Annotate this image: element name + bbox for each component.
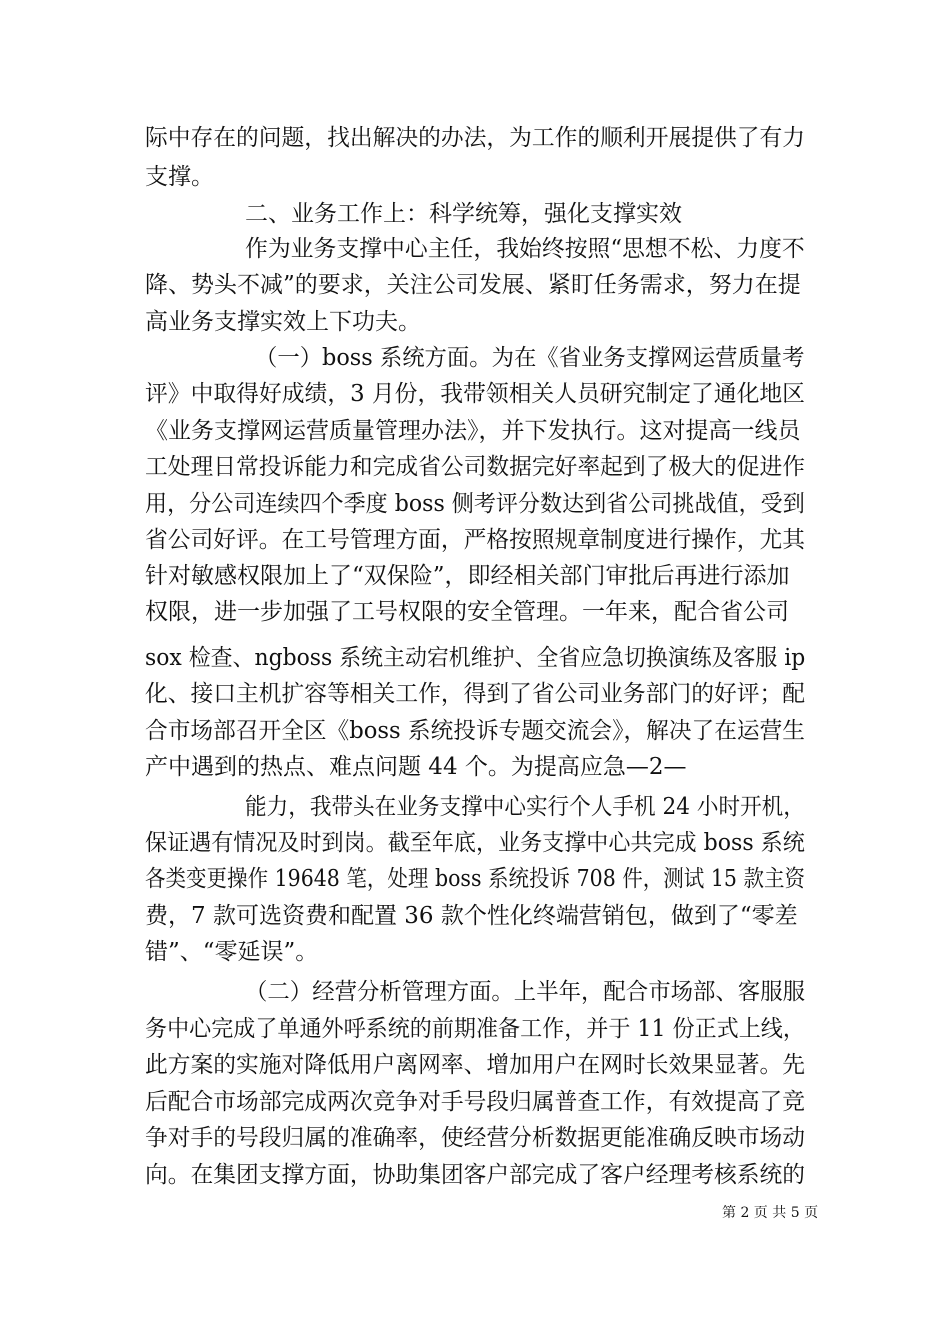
- text-line: 后配合市场部完成两次竞争对手号段归属普查工作，有效提高了竞: [145, 1089, 805, 1115]
- text-line: 费，7 款可选资费和配置 36 款个性化终端营销包，做到了“零差: [145, 903, 798, 929]
- text-line: 保证遇有情况及时到岗。截至年底，业务支撑中心共完成 boss 系统: [145, 830, 805, 856]
- text-line: 际中存在的问题，找出解决的办法，为工作的顺利开展提供了有力: [145, 125, 805, 151]
- text-line: 降、势头不减”的要求，关注公司发展、紧盯任务需求，努力在提: [145, 272, 801, 298]
- text-line: （一）boss 系统方面。为在《省业务支撑网运营质量考: [255, 345, 805, 371]
- text-line: 错”、“零延误”。: [145, 939, 319, 965]
- text-line: 作为业务支撑中心主任，我始终按照“思想不松、力度不: [245, 236, 805, 262]
- text-line: 高业务支撑实效上下功夫。: [145, 309, 421, 335]
- text-line: 产中遇到的热点、难点问题 44 个。为提高应急—2—: [145, 754, 687, 780]
- page-number-footer: 第 2 页 共 5 页: [722, 1205, 819, 1221]
- text-line: 评》中取得好成绩，3 月份，我带领相关人员研究制定了通化地区: [145, 381, 805, 407]
- text-line: 各类变更操作 19648 笔，处理 boss 系统投诉 708 件，测试 15 款主资: [145, 866, 805, 892]
- text-line: 用，分公司连续四个季度 boss 侧考评分数达到省公司挑战值，受到: [145, 491, 805, 517]
- text-line: 省公司好评。在工号管理方面，严格按照规章制度进行操作，尤其: [145, 527, 805, 553]
- text-line: 务中心完成了单通外呼系统的前期准备工作，并于 11 份正式上线，: [145, 1016, 805, 1042]
- text-line: 权限，进一步加强了工号权限的安全管理。一年来，配合省公司: [145, 599, 789, 625]
- text-line: 合市场部召开全区《boss 系统投诉专题交流会》，解决了在运营生: [145, 718, 805, 744]
- section-heading: 二、业务工作上：科学统筹，强化支撑实效: [245, 201, 682, 227]
- text-line: sox 检查、ngboss 系统主动宕机维护、全省应急切换演练及客服 ip: [145, 645, 806, 671]
- text-line: 化、接口主机扩容等相关工作，得到了省公司业务部门的好评；配: [145, 681, 805, 707]
- text-line: （二）经营分析管理方面。上半年，配合市场部、客服服: [245, 979, 805, 1005]
- text-line: 向。在集团支撑方面，协助集团客户部完成了客户经理考核系统的: [145, 1162, 805, 1188]
- text-line: 争对手的号段归属的准确率，使经营分析数据更能准确反映市场动: [145, 1125, 805, 1151]
- text-line: 《业务支撑网运营质量管理办法》，并下发执行。这对提高一线员: [145, 418, 801, 444]
- text-line: 工处理日常投诉能力和完成省公司数据完好率起到了极大的促进作: [145, 454, 805, 480]
- text-line: 能力，我带头在业务支撑中心实行个人手机 24 小时开机，: [245, 794, 805, 820]
- text-line: 支撑。: [145, 164, 214, 190]
- text-line: 针对敏感权限加上了“双保险”，即经相关部门审批后再进行添加: [145, 563, 790, 589]
- text-line: 此方案的实施对降低用户离网率、增加用户在网时长效果显著。先: [145, 1052, 805, 1078]
